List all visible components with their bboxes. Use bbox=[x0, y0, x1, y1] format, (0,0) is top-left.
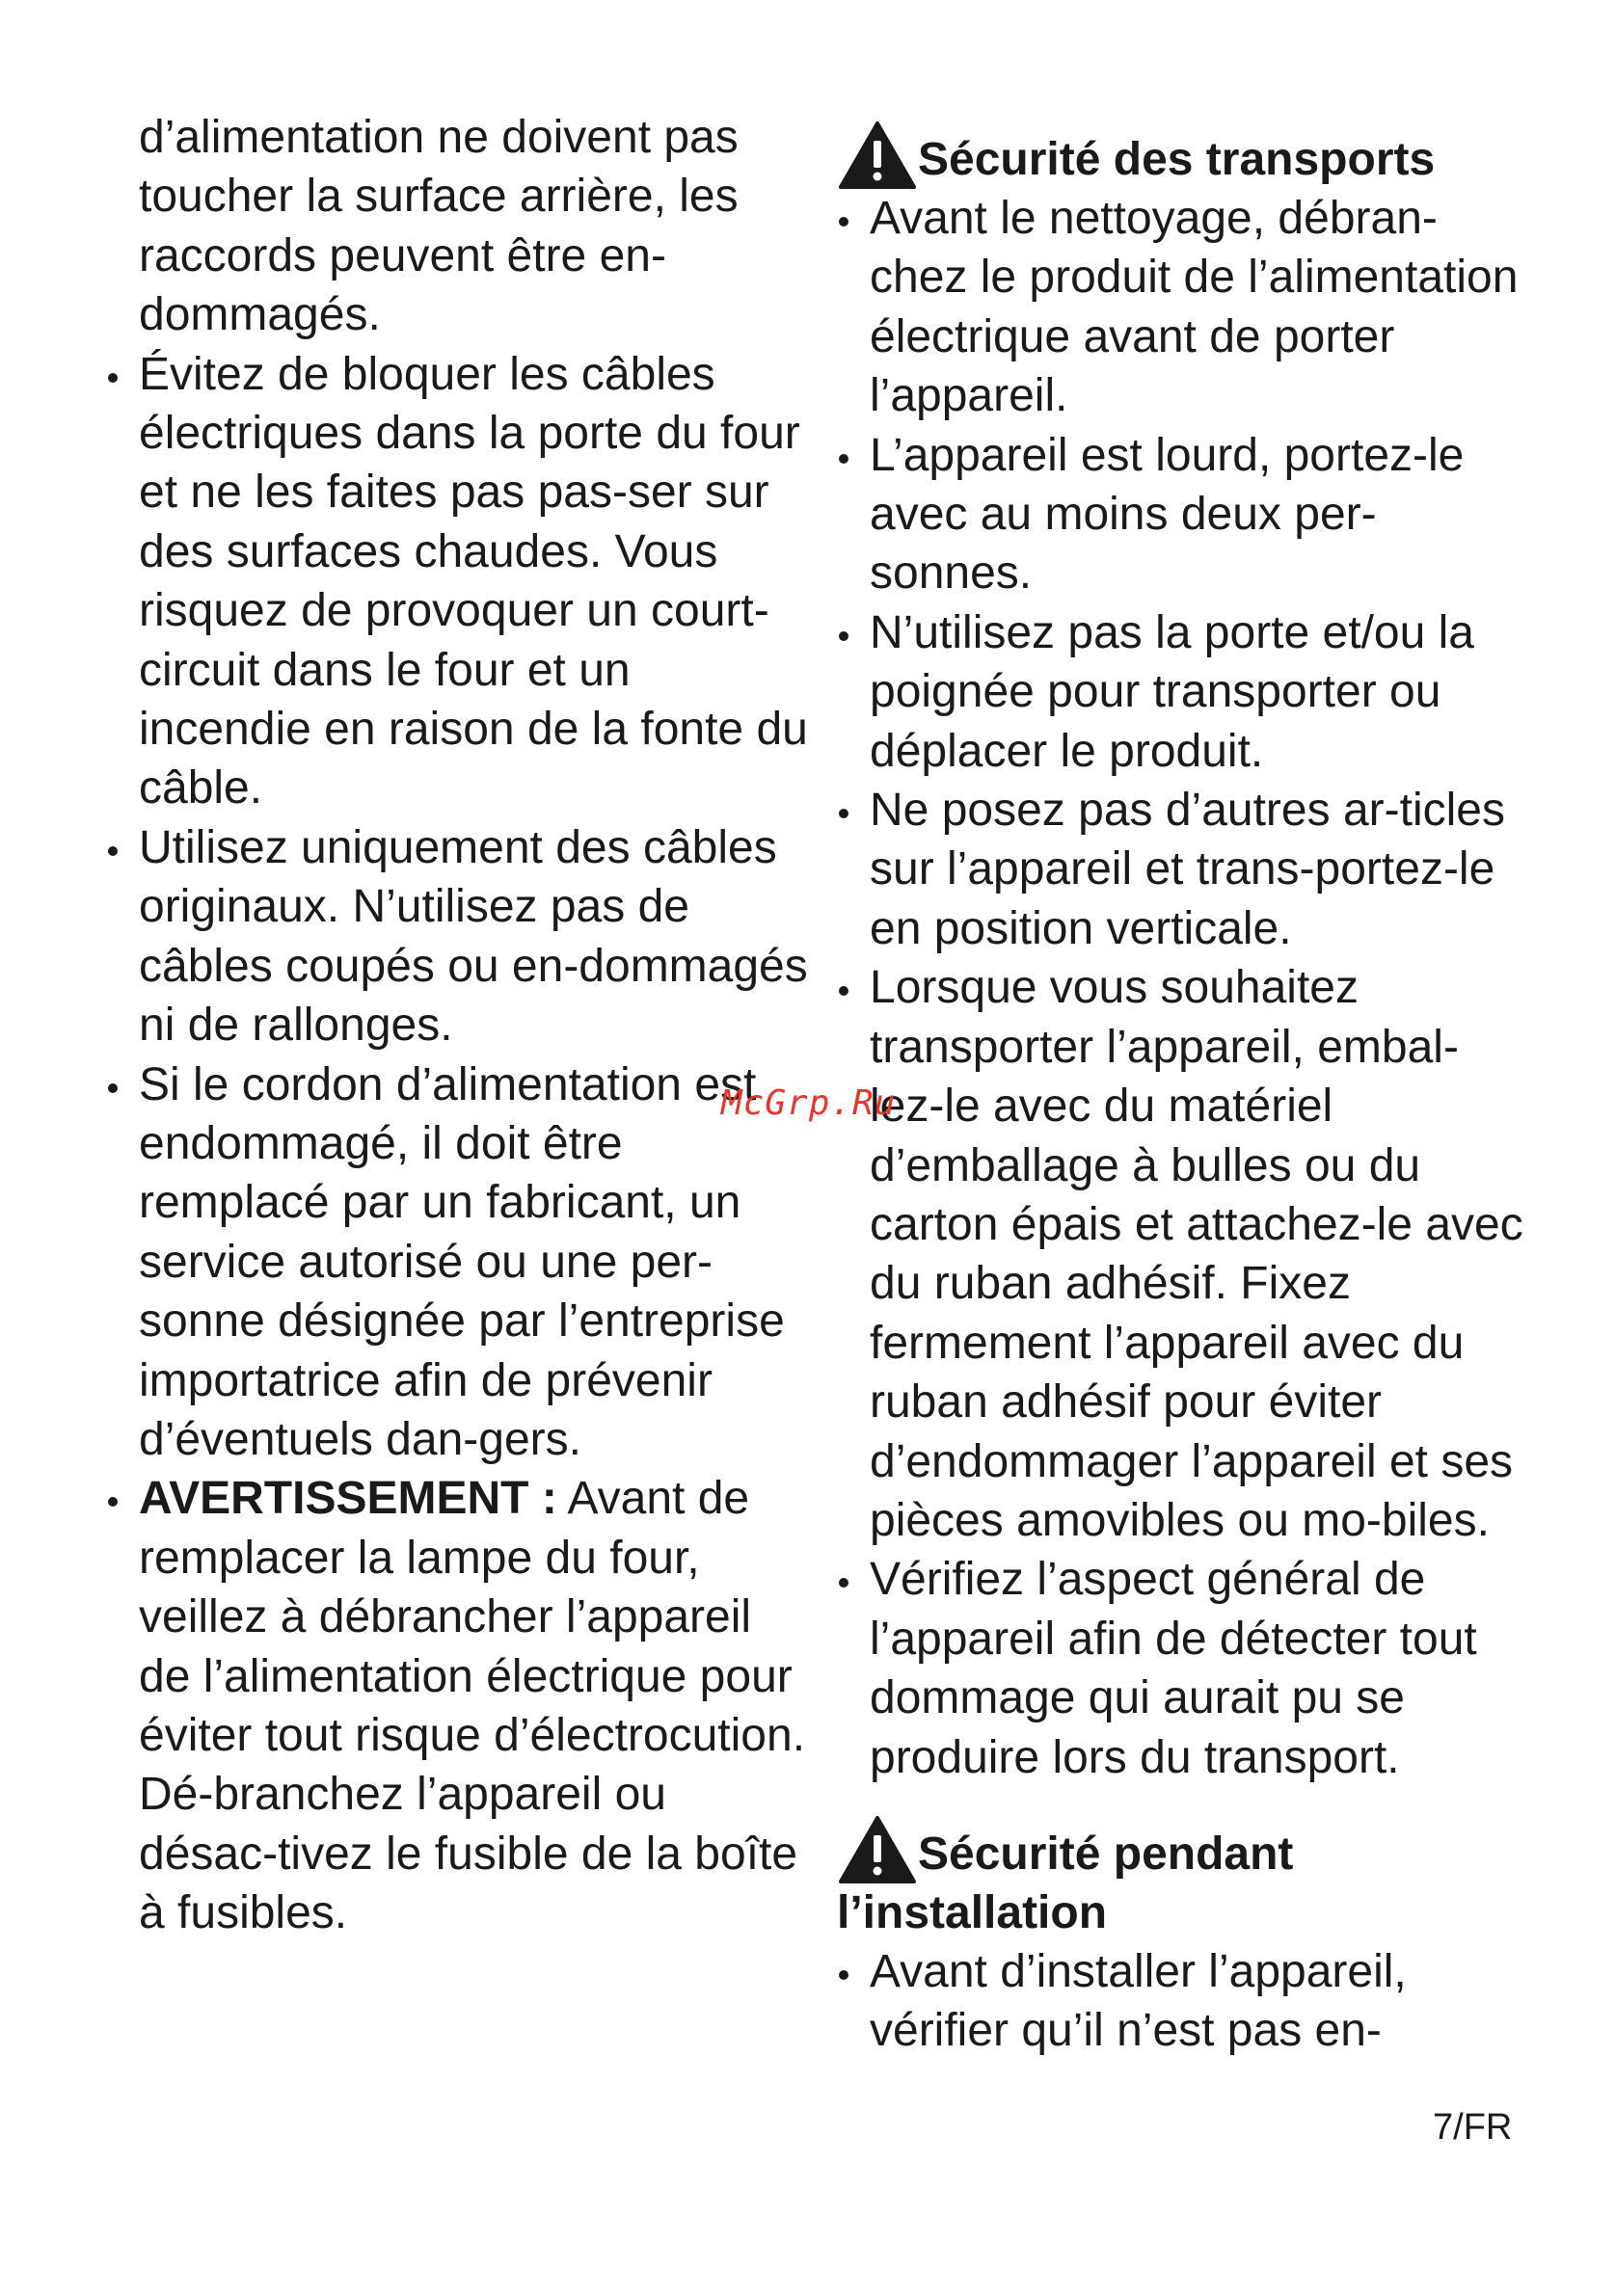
list-item-text: Avant de remplacer la lampe du four, veillez à débrancher l’appareil de l’alimentation électrique pour éviter tout risque d’électrocution. Dé-branchez l’appareil ou désac-tivez le fusible de la boîte à fusibles. bbox=[139, 1473, 806, 1939]
list-item bbox=[837, 426, 1531, 603]
list-item-text: Si le cordon d’alimentation est endommagé, il doit être remplacé par un fabricant, un service autorisé ou une per-sonne désignée par l’entreprise importatrice afin de prévenir d’éventuels dan-gers. bbox=[139, 1058, 785, 1465]
install-bullet-list bbox=[837, 1942, 1531, 2061]
list-item-text: Avant d’installer l’appareil, vérifier qu’il n’est pas en- bbox=[870, 1945, 1407, 2057]
warning-triangle-icon bbox=[837, 1814, 918, 1885]
list-item-text: Ne posez pas d’autres ar-ticles sur l’appareil et trans-portez-le en position verticale. bbox=[870, 785, 1505, 954]
left-bullet-list bbox=[106, 345, 810, 1943]
warning-triangle-icon bbox=[837, 120, 918, 191]
list-item bbox=[837, 189, 1531, 426]
left-column bbox=[106, 108, 810, 1943]
heading-text: Sécurité pendant l’installation bbox=[837, 1828, 1294, 1938]
transport-safety-heading bbox=[837, 118, 1531, 189]
list-item-text: Avant le nettoyage, débran-chez le produit de l’alimentation électrique avant de porter l’appareil. bbox=[870, 193, 1519, 422]
intro-continuation: d’alimentation ne doivent pas toucher la surface arrière, les raccords peuvent être en-dommagés. bbox=[139, 112, 739, 341]
list-item bbox=[837, 781, 1531, 958]
watermark: McGrp.Ru bbox=[721, 1083, 897, 1123]
transport-bullet-list bbox=[837, 189, 1531, 1787]
list-item-warning bbox=[106, 1469, 810, 1942]
list-item bbox=[837, 1550, 1531, 1787]
list-item-text: Vérifiez l’aspect général de l’appareil afin de détecter tout dommage qui aurait pu se produire lors du transport. bbox=[870, 1554, 1477, 1783]
right-column bbox=[837, 108, 1531, 2061]
list-item-text: L’appareil est lourd, portez-le avec au moins deux per-sonnes. bbox=[870, 429, 1465, 600]
list-item-text: Utilisez uniquement des câbles originaux. N’utilisez pas de câbles coupés ou en-dommagés ni de rallonges. bbox=[139, 821, 808, 1052]
list-item-text: N’utilisez pas la porte et/ou la poignée pour transporter ou déplacer le produit. bbox=[870, 606, 1474, 777]
list-item bbox=[106, 818, 810, 1055]
heading-text: Sécurité des transports bbox=[918, 134, 1436, 185]
installation-safety-heading bbox=[837, 1812, 1531, 1942]
list-item bbox=[837, 958, 1531, 1550]
list-item-text: Lorsque vous souhaitez transporter l’appareil, embal-lez-le avec du matériel d’emballage à bulles ou du carton épais et attachez-le avec du ruban adhésif. Fixez fermement l’appareil avec du ruban adhésif pour éviter d’endommager l’appareil et ses pièces amovibles ou mo-biles. bbox=[870, 962, 1523, 1546]
list-item-text: Évitez de bloquer les câbles électriques dans la porte du four et ne les faites pas pas-ser sur des surfaces chaudes. Vous risquez de provoquer un court-circuit dans le four et un incendie en raison de la fonte du câble. bbox=[139, 348, 808, 814]
list-item bbox=[837, 603, 1531, 781]
list-item bbox=[837, 1942, 1531, 2061]
list-item bbox=[106, 1055, 810, 1470]
page-number: 7/FR bbox=[1433, 2107, 1513, 2148]
warning-keyword: AVERTISSEMENT : bbox=[139, 1473, 557, 1525]
list-item bbox=[106, 345, 810, 818]
